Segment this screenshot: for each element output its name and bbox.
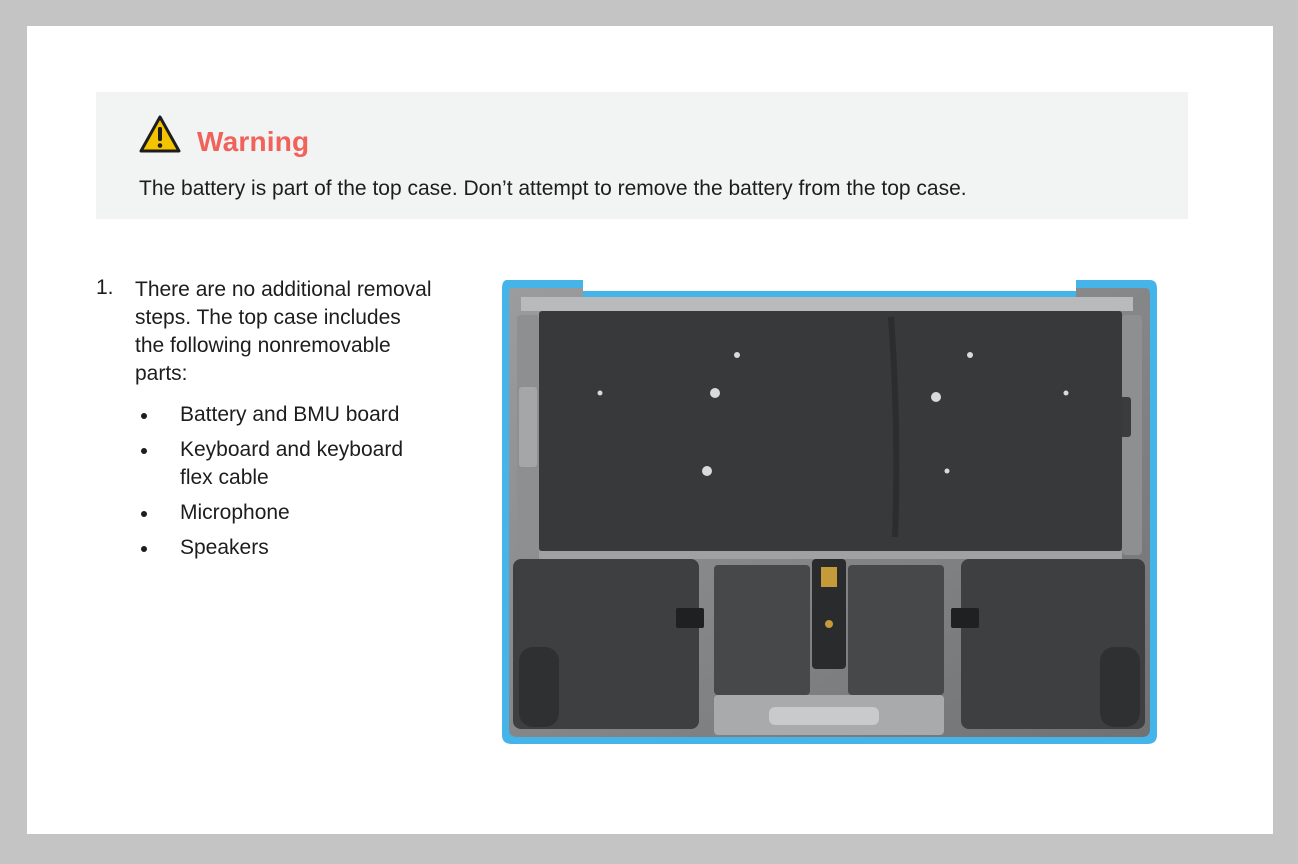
warning-callout — [96, 92, 1188, 219]
warning-triangle-icon — [138, 114, 182, 154]
warning-text: The battery is part of the top case. Don’t attempt to remove the battery from the top case. — [139, 177, 967, 200]
hinge-strip — [521, 297, 1133, 311]
speaker-right — [1100, 647, 1140, 727]
warning-title: Warning — [197, 126, 310, 157]
list-item: Battery and BMU board — [135, 401, 435, 429]
keyboard-backplate — [539, 311, 1122, 551]
top-case-interior-photo — [499, 277, 1160, 747]
bmu-connector — [821, 567, 837, 587]
battery-tab-right — [951, 608, 979, 628]
manual-page — [27, 26, 1273, 834]
battery-cell-center-right — [848, 565, 944, 695]
speaker-left — [519, 647, 559, 727]
divider-rail — [539, 551, 1122, 559]
step-number: 1. — [96, 276, 114, 299]
list-item: Speakers — [135, 534, 435, 562]
nonremovable-parts-list — [135, 401, 435, 569]
trackpad-cutout — [769, 707, 879, 725]
list-item: Microphone — [135, 499, 435, 527]
step-text: There are no additional removal steps. The top case includes the following nonremovable parts: — [135, 278, 432, 385]
battery-tab-left — [676, 608, 704, 628]
list-item: Keyboard and keyboard flex cable — [135, 436, 435, 492]
battery-cell-center-left — [714, 565, 810, 695]
left-connector — [519, 387, 537, 467]
bmu-screw — [825, 620, 833, 628]
